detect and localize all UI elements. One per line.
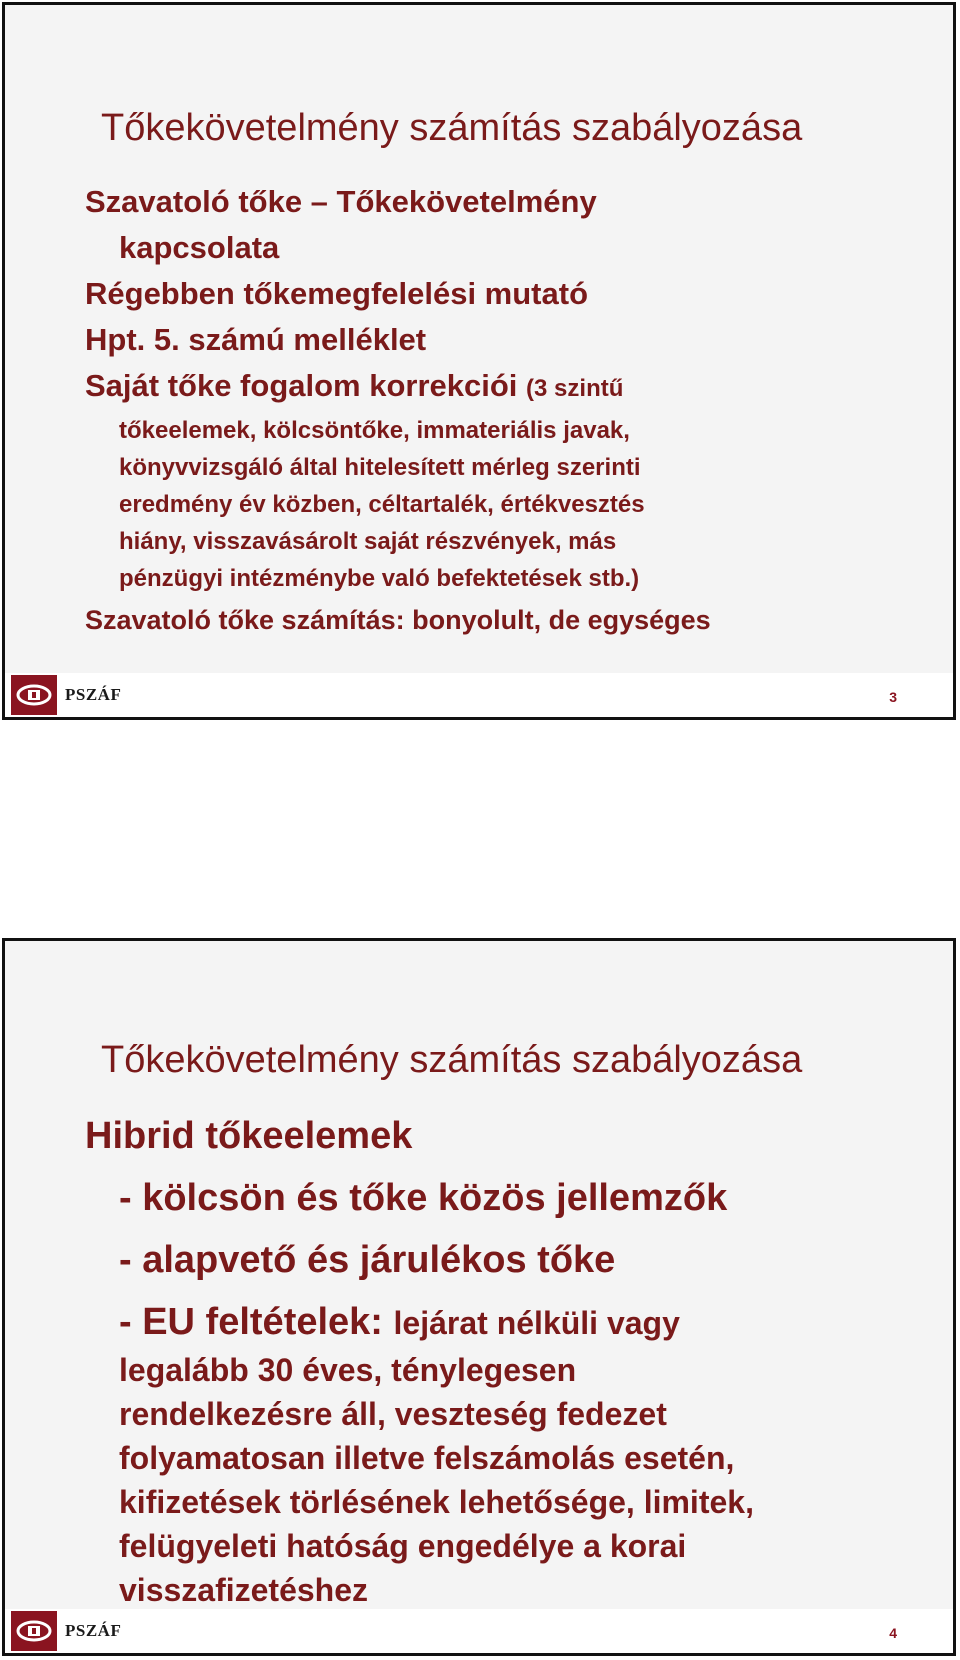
body-line: felügyeleti hatóság engedélye a korai bbox=[119, 1528, 687, 1564]
logo-text: PSZÁF bbox=[65, 1621, 122, 1640]
body-line: tőkeelemek, kölcsöntőke, immateriális javak, bbox=[119, 417, 630, 444]
pszaf-logo-icon bbox=[11, 675, 57, 715]
slide-title: Tőkekövetelmény számítás szabályozása bbox=[101, 107, 803, 149]
slide-4 bbox=[2, 938, 956, 1656]
body-line: kifizetések törlésének lehetősége, limitek, bbox=[119, 1484, 754, 1520]
body-line: hiány, visszavásárolt saját részvények, más bbox=[119, 528, 617, 555]
page-number: 3 bbox=[889, 689, 897, 705]
body-line: rendelkezésre áll, veszteség fedezet bbox=[119, 1396, 667, 1432]
body-line-main: Saját tőke fogalom korrekciói bbox=[85, 368, 518, 403]
body-line: Szavatoló tőke számítás: bonyolult, de egységes bbox=[85, 605, 711, 635]
slide-title: Tőkekövetelmény számítás szabályozása bbox=[101, 1039, 803, 1081]
body-line: legalább 30 éves, ténylegesen bbox=[119, 1352, 577, 1388]
body-line bbox=[85, 363, 929, 412]
body-line-small: (3 szintű bbox=[526, 375, 624, 402]
body-bullet: - alapvető és járulékos tőke bbox=[119, 1239, 616, 1281]
body-bullet bbox=[85, 1291, 929, 1354]
body-heading: Hibrid tőkeelemek bbox=[85, 1115, 413, 1157]
slide-footer bbox=[5, 1609, 953, 1653]
body-line: Szavatoló tőke – Tőkekövetelmény bbox=[85, 184, 597, 219]
body-line: könyvvizsgáló által hitelesített mérleg szerinti bbox=[119, 454, 641, 481]
page-number: 4 bbox=[889, 1625, 897, 1641]
slide-footer bbox=[5, 673, 953, 717]
body-line: visszafizetéshez bbox=[119, 1572, 369, 1608]
body-line: kapcsolata bbox=[119, 230, 280, 265]
body-line: pénzügyi intézménybe való befektetések stb.) bbox=[119, 565, 640, 592]
pszaf-logo-icon bbox=[11, 1611, 57, 1651]
eu-label: - EU feltételek: bbox=[119, 1301, 383, 1343]
slide-body bbox=[85, 179, 929, 643]
body-line: Hpt. 5. számú melléklet bbox=[85, 322, 427, 357]
body-line: Régebben tőkemegfelelési mutató bbox=[85, 276, 589, 311]
eu-text-first: lejárat nélküli vagy bbox=[393, 1305, 680, 1341]
slide-body bbox=[85, 1105, 929, 1612]
body-bullet: - kölcsön és tőke közös jellemzők bbox=[119, 1177, 728, 1219]
body-line: eredmény év közben, céltartalék, értékvesztés bbox=[119, 491, 645, 518]
logo-text: PSZÁF bbox=[65, 685, 122, 704]
body-line: folyamatosan illetve felszámolás esetén, bbox=[119, 1440, 735, 1476]
slide-3 bbox=[2, 2, 956, 720]
